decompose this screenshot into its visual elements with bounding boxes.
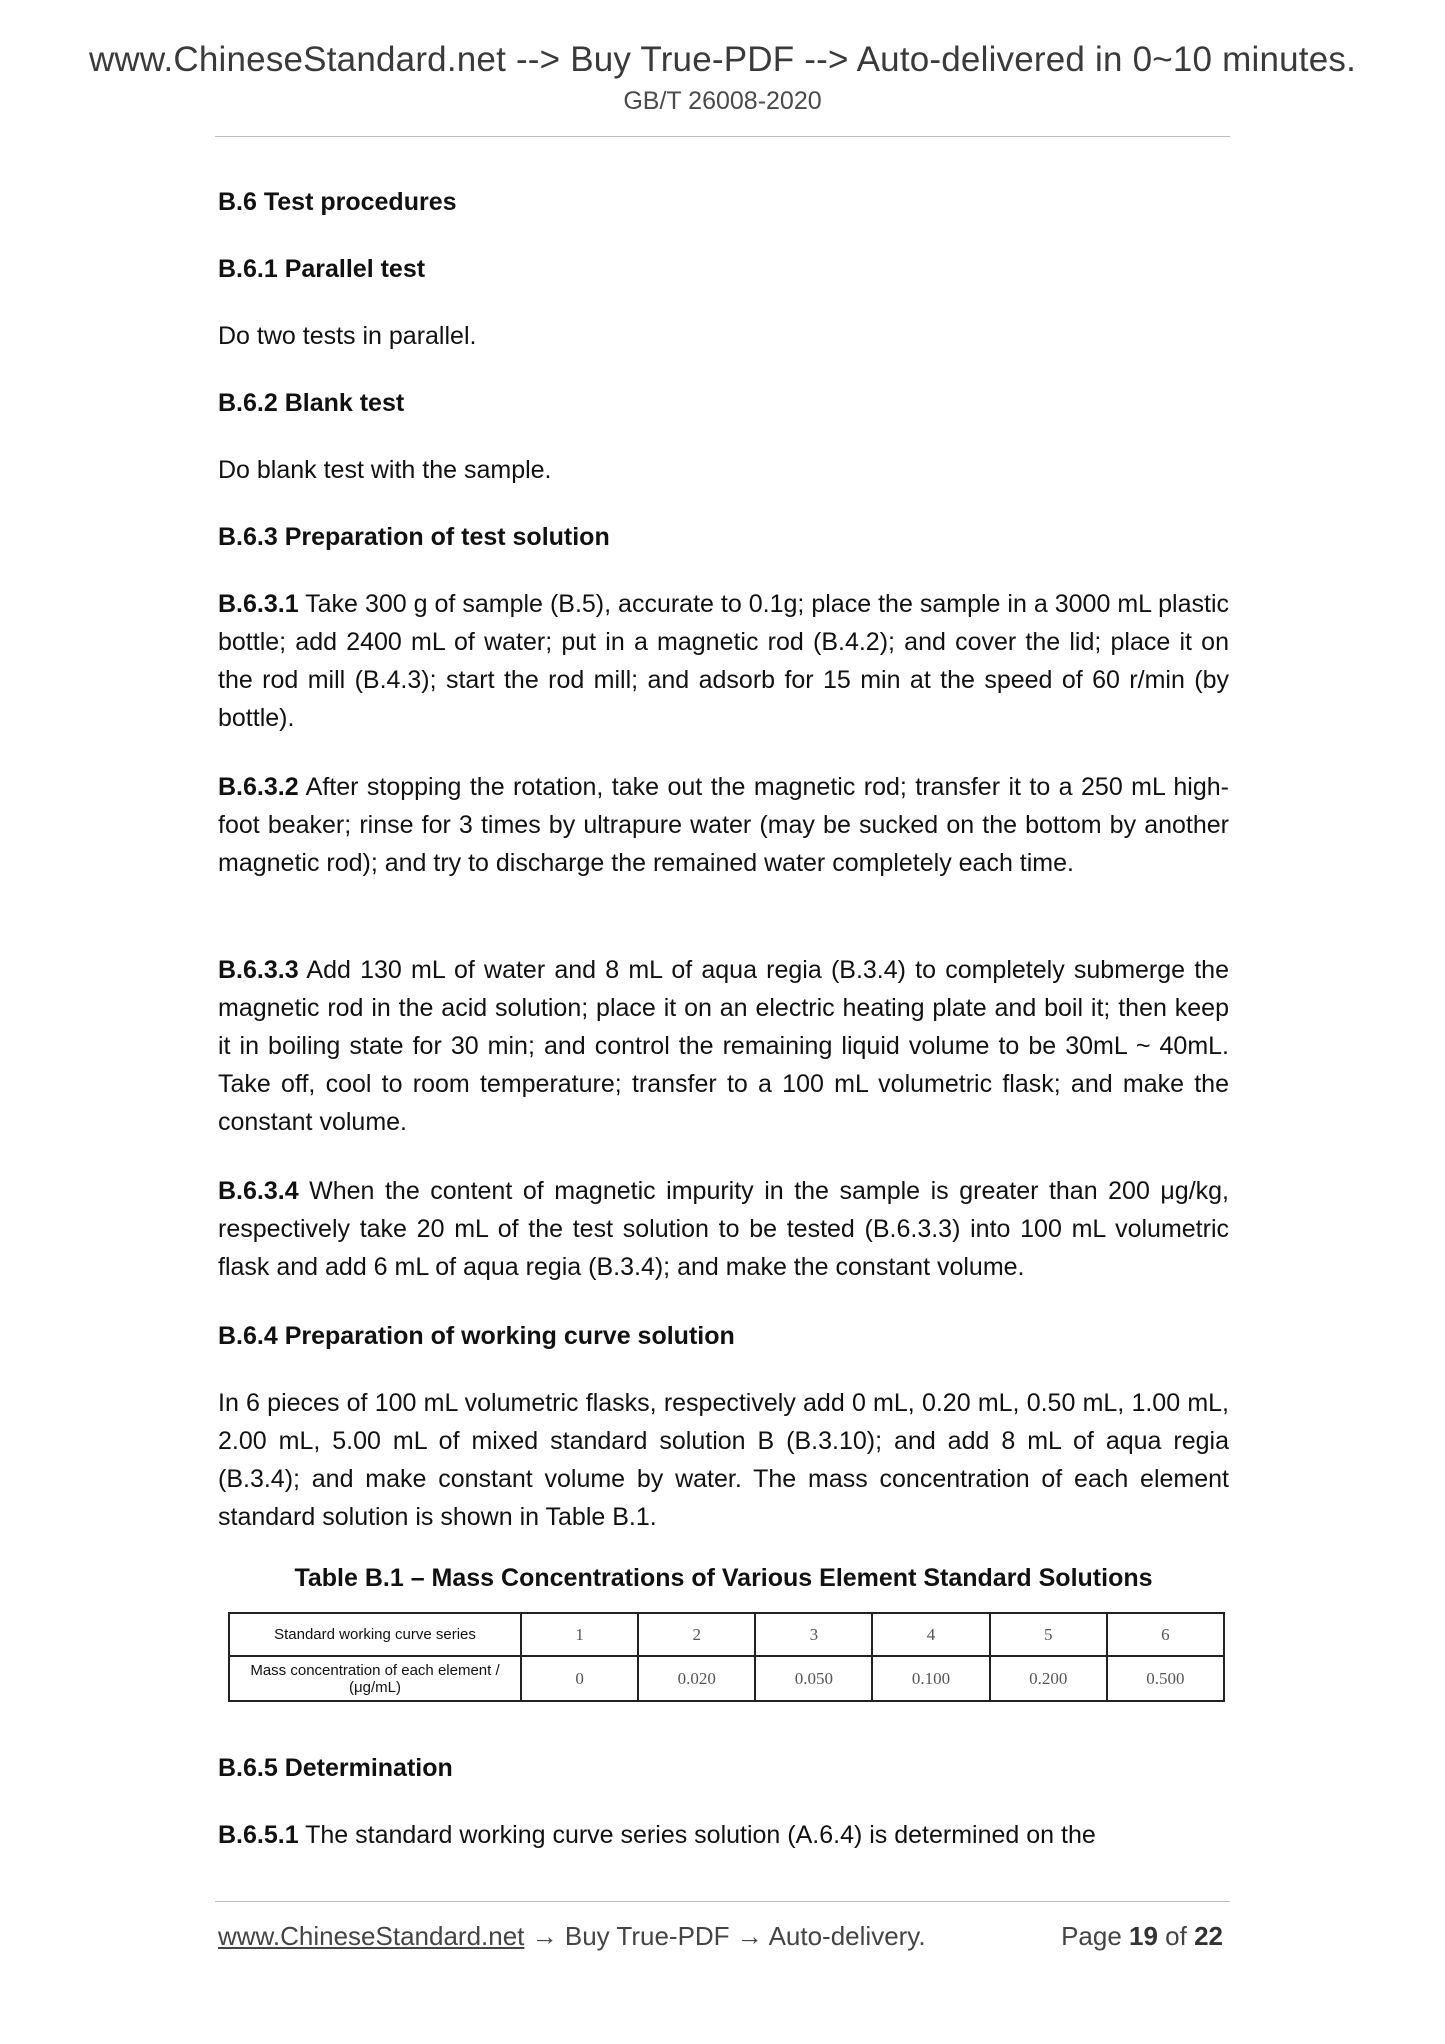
- row-label-concentration: Mass concentration of each element / (μg/mL): [229, 1656, 521, 1701]
- footer-site-link[interactable]: www.ChineseStandard.net: [218, 1921, 525, 1951]
- table-cell: 6: [1107, 1613, 1224, 1656]
- clause-text: The standard working curve series solution (A.6.4) is determined on the: [298, 1821, 1096, 1849]
- row-label-series: Standard working curve series: [229, 1613, 521, 1656]
- clause-number: B.6.3.3: [218, 956, 299, 984]
- table-cell: 0.500: [1107, 1656, 1224, 1701]
- section-b61-title: B.6.1 Parallel test: [218, 255, 426, 283]
- section-b64-text: In 6 pieces of 100 mL volumetric flasks, respectively add 0 mL, 0.20 mL, 0.50 mL, 1.00 mL, 2.00 mL, 5.00 mL of mixed standard solution B (B.3.10); and add 8 mL of aqua regia (B.3.4); and make constant volume by water. The mass concentration of each element standard solution is shown in Table B.1.: [218, 1389, 1229, 1531]
- concentration-table: [228, 1612, 1225, 1702]
- clause-number: B.6.5.1: [218, 1821, 299, 1849]
- section-b62-text: Do blank test with the sample.: [218, 456, 552, 484]
- table-cell: 0.020: [638, 1656, 755, 1701]
- section-b62-title: B.6.2 Blank test: [218, 389, 405, 417]
- clause-number: B.6.3.1: [218, 590, 299, 618]
- standard-code: GB/T 26008-2020: [623, 87, 822, 115]
- section-b64-title: B.6.4 Preparation of working curve solution: [218, 1322, 735, 1350]
- page-total: 22: [1194, 1921, 1223, 1951]
- clause-number: B.6.3.2: [218, 773, 299, 801]
- footer-tagline: → Buy True-PDF → Auto-delivery.: [524, 1921, 926, 1951]
- page-of: of: [1157, 1921, 1195, 1951]
- page-indicator: [1061, 1921, 1223, 1952]
- table-cell: 0.100: [872, 1656, 989, 1701]
- header-divider: [215, 136, 1230, 137]
- section-b61-text: Do two tests in parallel.: [218, 322, 477, 350]
- table-cell: 5: [990, 1613, 1107, 1656]
- section-b63-title: B.6.3 Preparation of test solution: [218, 523, 610, 551]
- footer-divider: [215, 1901, 1230, 1902]
- paragraph-b632: [218, 768, 1229, 882]
- table-cell: 4: [872, 1613, 989, 1656]
- page-word: Page: [1061, 1921, 1130, 1951]
- clause-text: Add 130 mL of water and 8 mL of aqua regia (B.3.4) to completely submerge the magnetic rod in the acid solution; place it on an electric heating plate and boil it; then keep it in boiling state for 30 min; and control the remaining liquid volume to be 30mL ~ 40mL. Take off, cool to room temperature; transfer to a 100 mL volumetric flask; and make the constant volume.: [218, 956, 1229, 1136]
- table-cell: 0: [521, 1656, 638, 1701]
- header-banner: www.ChineseStandard.net --> Buy True-PDF --> Auto-delivered in 0~10 minutes.: [88, 40, 1357, 79]
- table-row: [229, 1613, 1224, 1656]
- paragraph-b633: [218, 951, 1229, 1141]
- section-b65-title: B.6.5 Determination: [218, 1754, 453, 1782]
- clause-text: When the content of magnetic impurity in the sample is greater than 200 μg/kg, respectively take 20 mL of the test solution to be tested (B.6.3.3) into 100 mL volumetric flask and add 6 mL of aqua regia (B.3.4); and make the constant volume.: [218, 1177, 1229, 1281]
- table-cell: 1: [521, 1613, 638, 1656]
- paragraph-b634: [218, 1172, 1229, 1286]
- table-cell: 2: [638, 1613, 755, 1656]
- footer-promo: [218, 1921, 926, 1952]
- paragraph-b651: [218, 1816, 1229, 1854]
- paragraph-b631: [218, 585, 1229, 737]
- table-cell: 0.200: [990, 1656, 1107, 1701]
- page-current: 19: [1129, 1921, 1158, 1951]
- table-row: [229, 1656, 1224, 1701]
- clause-text: Take 300 g of sample (B.5), accurate to 0.1g; place the sample in a 3000 mL plastic bottle; add 2400 mL of water; put in a magnetic rod (B.4.2); and cover the lid; place it on the rod mill (B.4.3); start the rod mill; and adsorb for 15 min at the speed of 60 r/min (by bottle).: [218, 590, 1229, 732]
- table-cell: 3: [755, 1613, 872, 1656]
- clause-number: B.6.3.4: [218, 1177, 299, 1205]
- clause-text: After stopping the rotation, take out the magnetic rod; transfer it to a 250 mL high-foot beaker; rinse for 3 times by ultrapure water (may be sucked on the bottom by another magnetic rod); and try to discharge the remained water completely each time.: [218, 773, 1229, 877]
- table-title: Table B.1 – Mass Concentrations of Various Element Standard Solutions: [294, 1564, 1153, 1592]
- section-b6-title: B.6 Test procedures: [218, 188, 457, 216]
- table-cell: 0.050: [755, 1656, 872, 1701]
